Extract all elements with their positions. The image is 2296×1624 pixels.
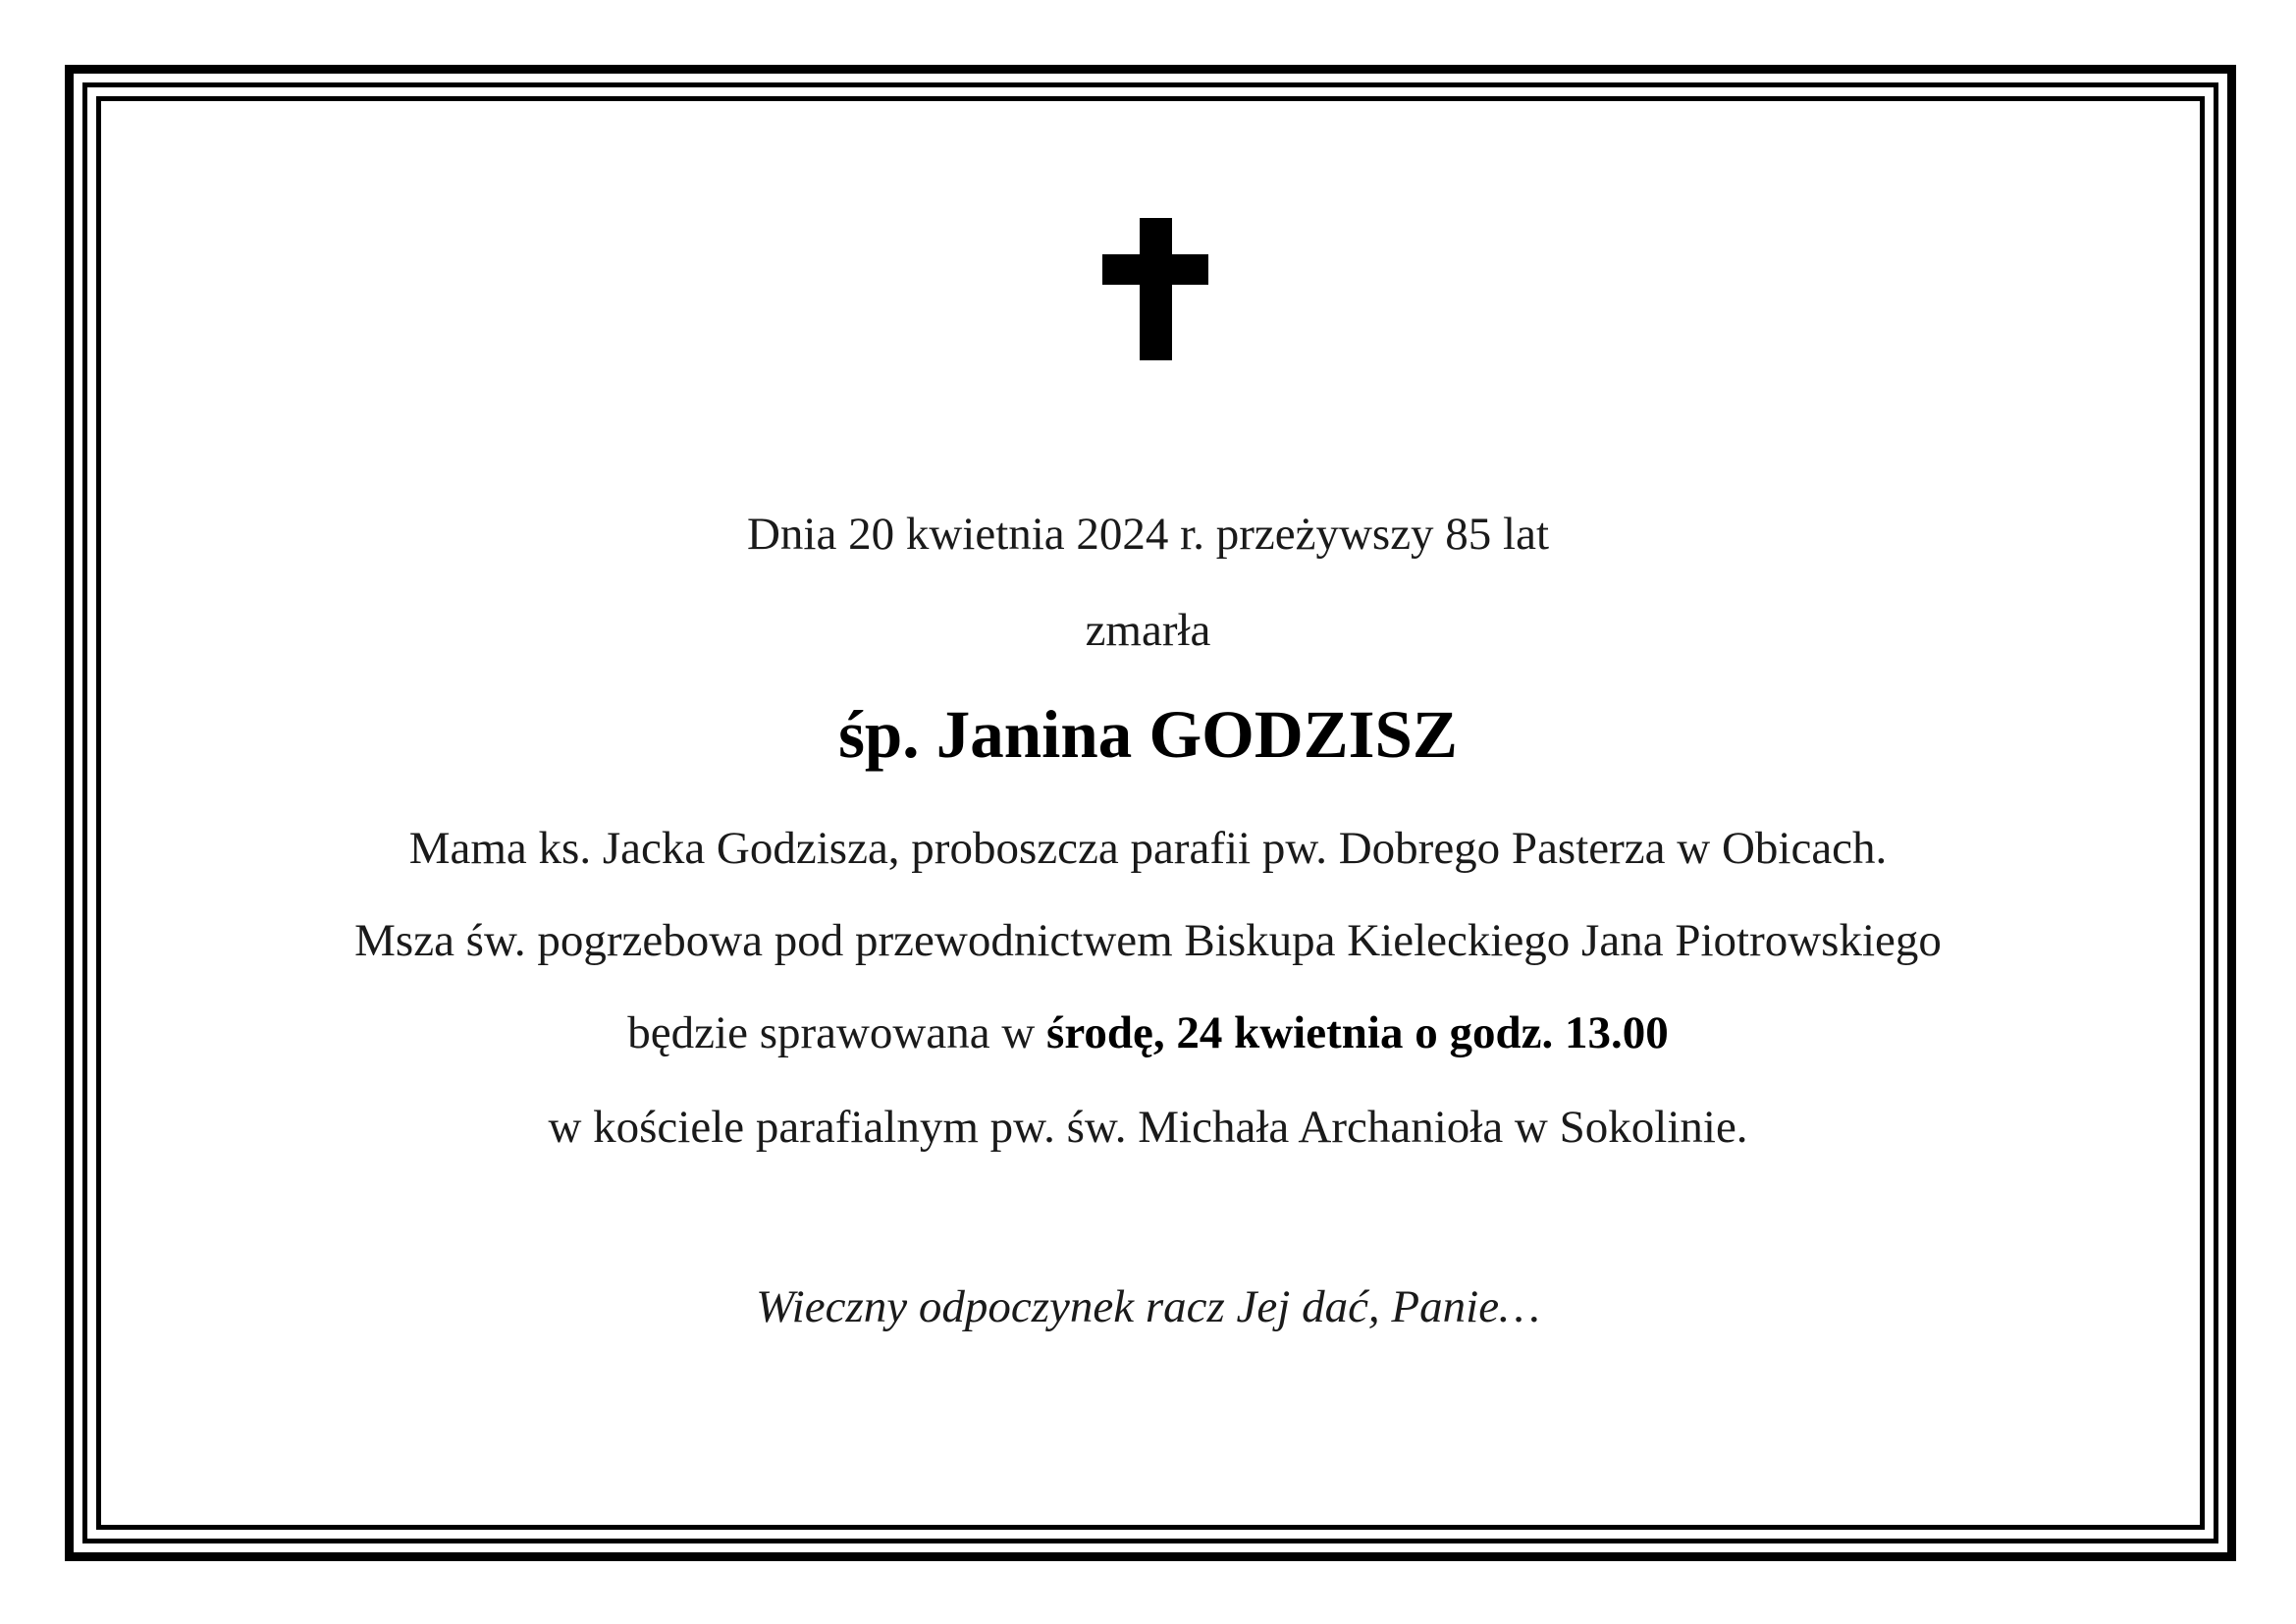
cross-horizontal-bar <box>1102 254 1208 285</box>
mass-time-prefix: będzie sprawowana w <box>627 1007 1047 1058</box>
mass-time-line <box>0 1007 2296 1058</box>
relation-line: Mama ks. Jacka Godzisza, proboszcza parafii pw. Dobrego Pasterza w Obicach. <box>408 823 1888 874</box>
church-line: w kościele parafialnym pw. św. Michała Archanioła w Sokolinie. <box>548 1102 1748 1153</box>
cross-vertical-bar <box>1140 218 1172 360</box>
prayer-line: Wieczny odpoczynek racz Jej dać, Panie… <box>756 1281 1540 1332</box>
mass-line: Msza św. pogrzebowa pod przewodnictwem Biskupa Kieleckiego Jana Piotrowskiego <box>354 915 1942 966</box>
cross-icon <box>1102 218 1208 360</box>
death-date-line: Dnia 20 kwietnia 2024 r. przeżywszy 85 lat <box>746 509 1550 560</box>
died-word: zmarła <box>1085 605 1211 656</box>
deceased-name: śp. Janina GODZISZ <box>838 697 1458 772</box>
mass-date-time: środę, 24 kwietnia o godz. 13.00 <box>1046 1007 1669 1058</box>
